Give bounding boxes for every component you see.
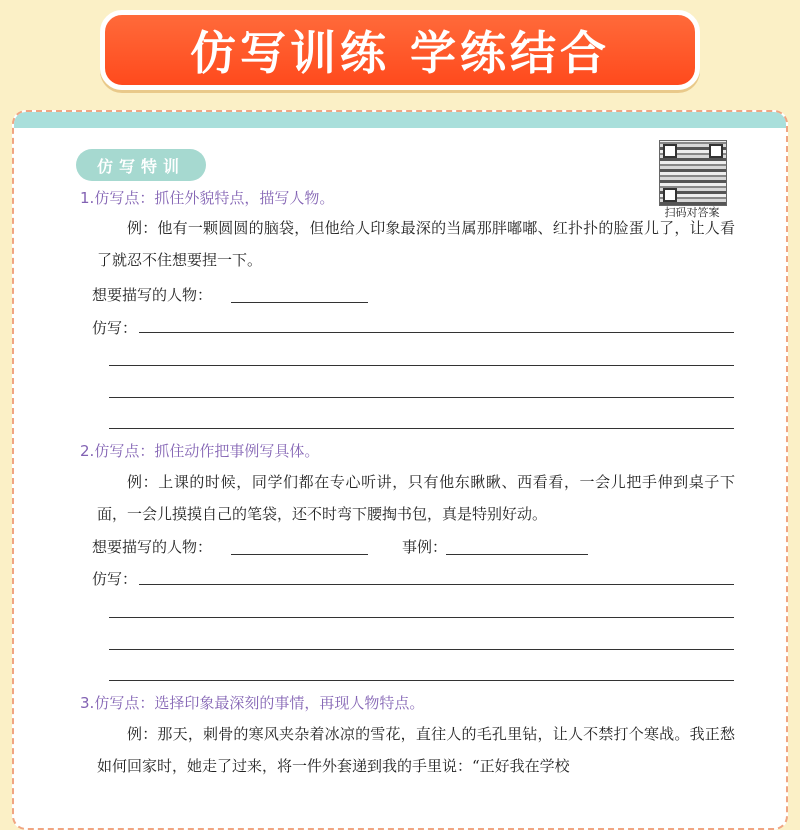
section-2-heading: 仿写点：抓住动作把事例写具体。 [94, 442, 320, 460]
qr-corner-icon [709, 144, 723, 158]
qr-corner-icon [663, 188, 677, 202]
section-3-example: 例：那天，刺骨的寒风夹杂着冰凉的雪花，直往人的毛孔里钻，让人不禁打个寒战。我正愁如何回家时，她走了过来，将一件外套递到我的手里说：“正好我在学校 [97, 725, 735, 775]
section-1-person-label: 想要描写的人物： [92, 286, 213, 304]
section-2-writing-line[interactable] [139, 584, 734, 585]
section-2-number: 2. [80, 442, 95, 460]
section-badge [76, 149, 206, 181]
header-banner [100, 10, 700, 90]
section-1-person-blank[interactable] [231, 302, 368, 303]
section-2-event-blank[interactable] [446, 554, 588, 555]
card-top-strip [14, 112, 786, 128]
section-2-writing-line[interactable] [109, 680, 734, 681]
section-2-writing-line[interactable] [109, 649, 734, 650]
section-1-writing-line[interactable] [109, 397, 734, 398]
section-1-heading: 仿写点：抓住外貌特点，描写人物。 [94, 189, 335, 207]
section-2-person-label: 想要描写的人物： [92, 538, 213, 556]
section-1-imitate-label: 仿写： [92, 319, 138, 337]
section-2-example: 例：上课的时候，同学们都在专心听讲，只有他东瞅瞅、西看看，一会儿把手伸到桌子下面，一会儿摸摸自己的笔袋，还不时弯下腰掏书包，真是特别好动。 [97, 473, 735, 523]
section-2-event-label: 事例： [402, 538, 448, 556]
section-1-writing-line[interactable] [109, 365, 734, 366]
section-3-number: 3. [80, 694, 95, 712]
section-1-number: 1. [80, 189, 95, 207]
section-3-heading: 仿写点：选择印象最深刻的事情，再现人物特点。 [94, 694, 425, 712]
section-1-example: 例：他有一颗圆圆的脑袋，但他给人印象最深的当属那胖嘟嘟、红扑扑的脸蛋儿了，让人看了就忍不住想要捏一下。 [97, 219, 735, 269]
qr-code-icon[interactable] [659, 140, 727, 206]
qr-corner-icon [663, 144, 677, 158]
banner-title: 仿写训练 学练结合 [189, 26, 610, 80]
qr-caption: 扫码对答案 [664, 206, 720, 219]
section-2-person-blank[interactable] [231, 554, 368, 555]
badge-label: 仿写特训 [96, 156, 185, 176]
section-1-writing-line[interactable] [139, 332, 734, 333]
worksheet-card [12, 110, 788, 830]
section-3-title [80, 692, 424, 713]
section-2-imitate-label: 仿写： [92, 570, 138, 588]
section-2-writing-line[interactable] [109, 617, 734, 618]
section-2-title [80, 440, 319, 461]
section-1-title [80, 187, 334, 208]
section-1-writing-line[interactable] [109, 428, 734, 429]
